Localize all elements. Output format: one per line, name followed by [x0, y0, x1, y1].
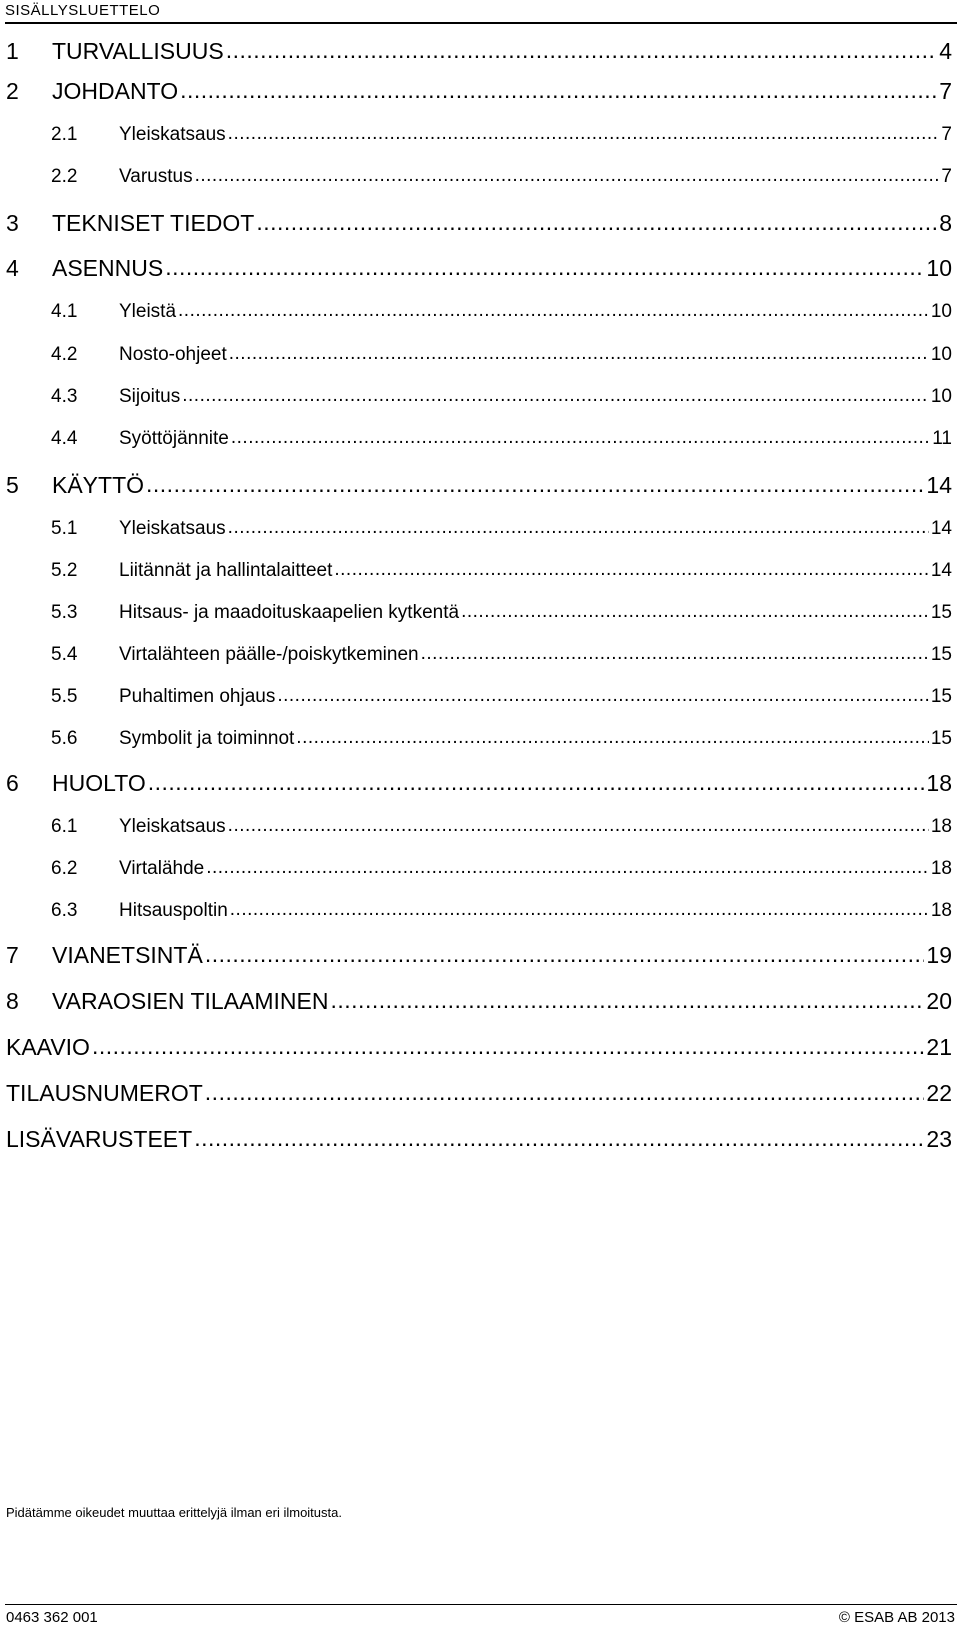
toc-entry-page: 10 — [930, 386, 952, 407]
toc-entry[interactable] — [0, 1078, 952, 1108]
toc-entry-number: 5.5 — [51, 686, 78, 707]
toc-entry-page: 18 — [926, 770, 952, 796]
toc-entry-title: TEKNISET TIEDOT — [52, 210, 255, 236]
toc-entry-number: 7 — [6, 942, 19, 968]
toc-entry-number: 6.3 — [51, 900, 78, 921]
toc-entry-title: Yleistä — [119, 301, 177, 322]
page-footer — [5, 1604, 957, 1627]
toc-entry[interactable] — [0, 1124, 952, 1154]
dot-leader — [226, 36, 938, 65]
toc-entry-number: 4.2 — [51, 344, 78, 365]
toc-entry-number: 4 — [6, 255, 19, 281]
dot-leader — [228, 814, 929, 839]
dot-leader — [195, 164, 940, 189]
toc-entry-number: 5.2 — [51, 560, 78, 581]
toc-entry[interactable] — [0, 856, 952, 882]
dot-leader — [182, 384, 929, 409]
toc-entry-number: 2.2 — [51, 166, 78, 187]
dot-leader — [277, 684, 929, 709]
toc-entry-number: 5.4 — [51, 644, 78, 665]
toc-entry-page: 22 — [926, 1080, 952, 1106]
toc-entry-title: KAAVIO — [6, 1034, 90, 1060]
toc-entry-title: TURVALLISUUS — [52, 38, 224, 64]
dot-leader — [296, 726, 929, 751]
dot-leader — [230, 898, 929, 923]
document-number: 0463 362 001 — [6, 1609, 98, 1626]
toc-entry-title: Yleiskatsaus — [119, 518, 226, 539]
copyright-notice: © ESAB AB 2013 — [838, 1609, 955, 1626]
toc-entry[interactable] — [0, 253, 952, 283]
toc-entry-title: HUOLTO — [52, 770, 146, 796]
dot-leader — [334, 558, 928, 583]
toc-entry-title: Syöttöjännite — [119, 428, 229, 449]
dot-leader — [180, 76, 937, 105]
dot-leader — [194, 1124, 924, 1153]
dot-leader — [228, 122, 940, 147]
toc-entry-number: 6.1 — [51, 816, 78, 837]
toc-entry[interactable] — [0, 208, 952, 238]
toc-entry-page: 8 — [939, 210, 952, 236]
toc-entry[interactable] — [0, 342, 952, 368]
dot-leader — [146, 470, 924, 499]
toc-entry[interactable] — [0, 898, 952, 924]
toc-entry-page: 15 — [930, 644, 952, 665]
toc-entry-number: 1 — [6, 38, 19, 64]
toc-entry-page: 11 — [932, 428, 952, 449]
dot-leader — [165, 253, 924, 282]
toc-entry-title: Liitännät ja hallintalaitteet — [119, 560, 333, 581]
toc-entry[interactable] — [0, 384, 952, 410]
toc-entry-page: 23 — [926, 1126, 952, 1152]
page-header — [5, 0, 957, 24]
dot-leader — [331, 986, 925, 1015]
toc-entry-page: 10 — [926, 255, 952, 281]
dot-leader — [148, 768, 925, 797]
toc-entry-page: 7 — [939, 78, 952, 104]
toc-entry-title: Nosto-ohjeet — [119, 344, 227, 365]
toc-entry-page: 4 — [939, 38, 952, 64]
toc-entry-page: 10 — [930, 344, 952, 365]
toc-entry-page: 14 — [926, 472, 952, 498]
toc-entry-page: 20 — [926, 988, 952, 1014]
toc-entry-title: Virtalähteen päälle-/poiskytkeminen — [119, 644, 419, 665]
toc-entry-page: 15 — [930, 686, 952, 707]
toc-entry-number: 2.1 — [51, 124, 78, 145]
toc-entry-number: 4.1 — [51, 301, 78, 322]
toc-entry[interactable] — [0, 76, 952, 106]
toc-entry-title: Hitsauspoltin — [119, 900, 228, 921]
toc-entry-title: JOHDANTO — [52, 78, 179, 104]
toc-entry-page: 21 — [926, 1034, 952, 1060]
toc-entry-title: VIANETSINTÄ — [52, 942, 203, 968]
toc-entry[interactable] — [0, 1032, 952, 1062]
toc-entry-page: 18 — [930, 900, 952, 921]
toc-entry[interactable] — [0, 768, 952, 798]
toc-entry-number: 5.3 — [51, 602, 78, 623]
toc-entry-number: 5.6 — [51, 728, 78, 749]
toc-entry-title: Yleiskatsaus — [119, 124, 226, 145]
toc-entry[interactable] — [0, 164, 952, 190]
toc-entry[interactable] — [0, 426, 952, 452]
dot-leader — [461, 600, 929, 625]
dot-leader — [421, 642, 929, 667]
toc-entry-title: VARAOSIEN TILAAMINEN — [52, 988, 329, 1014]
toc-entry-title: Symbolit ja toiminnot — [119, 728, 295, 749]
toc-heading: SISÄLLYSLUETTELO — [5, 2, 161, 19]
dot-leader — [178, 299, 929, 324]
toc-entry[interactable] — [0, 684, 952, 710]
toc-entry[interactable] — [0, 122, 952, 148]
toc-entry-title: TILAUSNUMEROT — [6, 1080, 203, 1106]
toc-entry-page: 18 — [930, 858, 952, 879]
toc-entry-title: Virtalähde — [119, 858, 205, 879]
dot-leader — [256, 208, 937, 237]
toc-entry-number: 4.3 — [51, 386, 78, 407]
dot-leader — [228, 516, 929, 541]
disclaimer-note: Pidätämme oikeudet muuttaa erittelyjä ilman eri ilmoitusta. — [6, 1505, 342, 1520]
toc-entry-title: Yleiskatsaus — [119, 816, 226, 837]
toc-entry-page: 15 — [930, 602, 952, 623]
toc-entry-number: 5.1 — [51, 518, 78, 539]
toc-entry-number: 6 — [6, 770, 19, 796]
dot-leader — [229, 342, 929, 367]
toc-entry-number: 2 — [6, 78, 19, 104]
toc-entry-page: 7 — [941, 124, 952, 145]
toc-entry[interactable] — [0, 558, 952, 584]
toc-entry-title: Hitsaus- ja maadoituskaapelien kytkentä — [119, 602, 460, 623]
toc-entry-number: 5 — [6, 472, 19, 498]
toc-entry[interactable] — [0, 986, 952, 1016]
dot-leader — [92, 1032, 924, 1061]
toc-entry-title: KÄYTTÖ — [52, 472, 145, 498]
toc-entry[interactable] — [0, 600, 952, 626]
dot-leader — [231, 426, 930, 451]
toc-entry-title: Varustus — [119, 166, 193, 187]
toc-entry[interactable] — [0, 814, 952, 840]
toc-entry-page: 18 — [930, 816, 952, 837]
toc-entry-page: 14 — [930, 518, 952, 539]
toc-entry-number: 8 — [6, 988, 19, 1014]
toc-entry-page: 19 — [926, 942, 952, 968]
toc-entry[interactable] — [0, 940, 952, 970]
toc-entry[interactable] — [0, 470, 952, 500]
toc-entry-page: 14 — [930, 560, 952, 581]
toc-entry-number: 6.2 — [51, 858, 78, 879]
toc-entry[interactable] — [0, 36, 952, 66]
toc-entry-title: Sijoitus — [119, 386, 181, 407]
toc-entry-title: Puhaltimen ohjaus — [119, 686, 276, 707]
toc-entry-title: ASENNUS — [52, 255, 164, 281]
toc-entry[interactable] — [0, 299, 952, 325]
toc-entry-page: 10 — [930, 301, 952, 322]
dot-leader — [205, 940, 925, 969]
toc-entry-number: 4.4 — [51, 428, 78, 449]
toc-entry[interactable] — [0, 516, 952, 542]
dot-leader — [205, 1078, 925, 1107]
toc-entry[interactable] — [0, 726, 952, 752]
toc-entry-page: 15 — [930, 728, 952, 749]
toc-entry-title: LISÄVARUSTEET — [6, 1126, 193, 1152]
dot-leader — [206, 856, 929, 881]
toc-entry-number: 3 — [6, 210, 19, 236]
toc-entry-page: 7 — [941, 166, 952, 187]
toc-entry[interactable] — [0, 642, 952, 668]
